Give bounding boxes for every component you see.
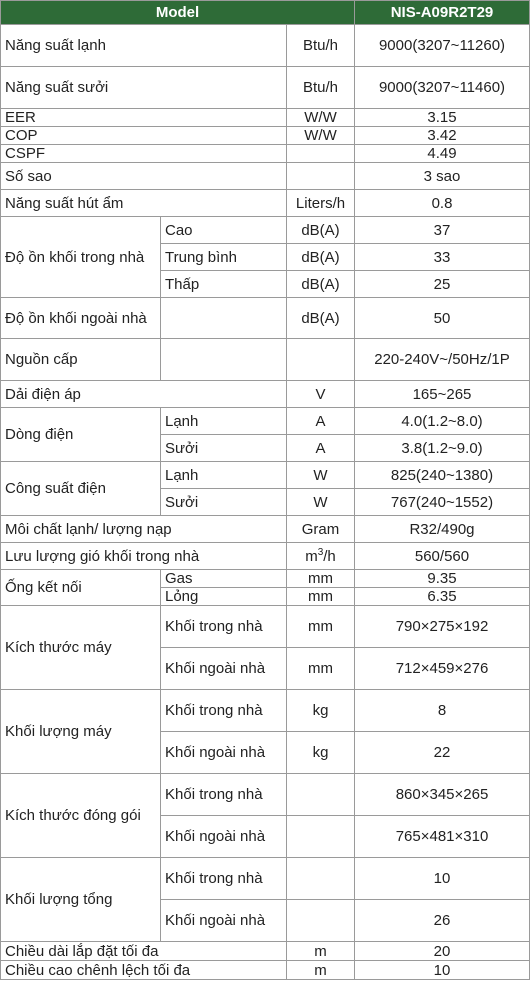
spec-label: COP <box>1 127 287 145</box>
spec-value: 4.49 <box>355 145 530 163</box>
spec-value: 10 <box>355 961 530 980</box>
table-row <box>1 516 530 543</box>
spec-sublabel: Thấp <box>161 271 287 298</box>
spec-label: Dòng điện <box>1 408 161 462</box>
table-row <box>1 570 530 588</box>
spec-unit <box>287 163 355 190</box>
spec-value: 3 sao <box>355 163 530 190</box>
spec-unit: m <box>287 942 355 961</box>
spec-value: 3.42 <box>355 127 530 145</box>
spec-label: Nguồn cấp <box>1 339 161 381</box>
spec-value: 8 <box>355 690 530 732</box>
spec-sublabel: Cao <box>161 217 287 244</box>
spec-unit <box>287 900 355 942</box>
table-row <box>1 942 530 961</box>
empty-cell <box>161 298 287 339</box>
spec-value: 0.8 <box>355 190 530 217</box>
spec-value: 9.35 <box>355 570 530 588</box>
spec-unit <box>287 858 355 900</box>
spec-value: 4.0(1.2~8.0) <box>355 408 530 435</box>
table-row <box>1 25 530 67</box>
spec-value: 220-240V~/50Hz/1P <box>355 339 530 381</box>
spec-value: 3.15 <box>355 109 530 127</box>
empty-cell <box>287 339 355 381</box>
table-header-row <box>1 1 530 25</box>
spec-unit: kg <box>287 690 355 732</box>
spec-unit: Gram <box>287 516 355 543</box>
spec-unit: W <box>287 462 355 489</box>
table-row <box>1 408 530 435</box>
spec-label: Khối lượng tổng <box>1 858 161 942</box>
table-row <box>1 961 530 980</box>
spec-unit: mm <box>287 570 355 588</box>
spec-value: 712×459×276 <box>355 648 530 690</box>
model-label: Model <box>1 1 355 25</box>
spec-unit <box>287 774 355 816</box>
spec-value: 860×345×265 <box>355 774 530 816</box>
spec-sublabel: Khối ngoài nhà <box>161 900 287 942</box>
table-row <box>1 190 530 217</box>
spec-label: Dải điện áp <box>1 381 287 408</box>
spec-unit: Btu/h <box>287 67 355 109</box>
spec-value: 560/560 <box>355 543 530 570</box>
spec-label: EER <box>1 109 287 127</box>
table-row <box>1 109 530 127</box>
table-row <box>1 462 530 489</box>
spec-value: 9000(3207~11260) <box>355 25 530 67</box>
spec-value: 765×481×310 <box>355 816 530 858</box>
spec-value: 33 <box>355 244 530 271</box>
spec-label: Chiều dài lắp đặt tối đa <box>1 942 287 961</box>
spec-unit: W/W <box>287 109 355 127</box>
spec-label: Năng suất hút ẩm <box>1 190 287 217</box>
spec-sublabel: Khối trong nhà <box>161 858 287 900</box>
spec-label: Khối lượng máy <box>1 690 161 774</box>
spec-value: 790×275×192 <box>355 606 530 648</box>
spec-label: Năng suất lạnh <box>1 25 287 67</box>
spec-sublabel: Gas <box>161 570 287 588</box>
spec-value: R32/490g <box>355 516 530 543</box>
spec-label: Độ ồn khối trong nhà <box>1 217 161 298</box>
spec-unit: Liters/h <box>287 190 355 217</box>
spec-unit: kg <box>287 732 355 774</box>
table-row <box>1 145 530 163</box>
spec-value: 22 <box>355 732 530 774</box>
spec-label: Lưu lượng gió khối trong nhà <box>1 543 287 570</box>
spec-value: 37 <box>355 217 530 244</box>
spec-unit: A <box>287 408 355 435</box>
spec-value: 165~265 <box>355 381 530 408</box>
spec-label: Công suất điện <box>1 462 161 516</box>
spec-sublabel: Khối ngoài nhà <box>161 732 287 774</box>
spec-label: Chiều cao chênh lệch tối đa <box>1 961 287 980</box>
spec-label: Môi chất lạnh/ lượng nạp <box>1 516 287 543</box>
spec-unit: mm <box>287 648 355 690</box>
spec-value: 50 <box>355 298 530 339</box>
spec-label: CSPF <box>1 145 287 163</box>
table-row <box>1 298 530 339</box>
table-row <box>1 217 530 244</box>
spec-unit: mm <box>287 606 355 648</box>
spec-sublabel: Khối trong nhà <box>161 774 287 816</box>
spec-sublabel: Lạnh <box>161 408 287 435</box>
spec-unit: mm <box>287 588 355 606</box>
empty-cell <box>161 339 287 381</box>
spec-value: 3.8(1.2~9.0) <box>355 435 530 462</box>
spec-sublabel: Lạnh <box>161 462 287 489</box>
spec-label: Độ ồn khối ngoài nhà <box>1 298 161 339</box>
table-row <box>1 774 530 816</box>
spec-unit: A <box>287 435 355 462</box>
spec-label: Kích thước đóng gói <box>1 774 161 858</box>
spec-unit <box>287 145 355 163</box>
table-row <box>1 127 530 145</box>
spec-sublabel: Sưởi <box>161 435 287 462</box>
spec-unit: dB(A) <box>287 298 355 339</box>
spec-value: 26 <box>355 900 530 942</box>
spec-sublabel: Sưởi <box>161 489 287 516</box>
table-row <box>1 690 530 732</box>
table-row <box>1 163 530 190</box>
model-value: NIS-A09R2T29 <box>355 1 530 25</box>
spec-value: 20 <box>355 942 530 961</box>
spec-value: 10 <box>355 858 530 900</box>
spec-sublabel: Khối ngoài nhà <box>161 816 287 858</box>
spec-unit: dB(A) <box>287 244 355 271</box>
spec-unit <box>287 816 355 858</box>
spec-value: 9000(3207~11460) <box>355 67 530 109</box>
spec-value: 25 <box>355 271 530 298</box>
spec-label: Số sao <box>1 163 287 190</box>
spec-sublabel: Trung bình <box>161 244 287 271</box>
spec-unit: W/W <box>287 127 355 145</box>
spec-unit: Btu/h <box>287 25 355 67</box>
spec-label: Năng suất sưởi <box>1 67 287 109</box>
spec-unit: W <box>287 489 355 516</box>
spec-value: 825(240~1380) <box>355 462 530 489</box>
spec-unit: V <box>287 381 355 408</box>
spec-label: Ống kết nối <box>1 570 161 606</box>
table-row <box>1 67 530 109</box>
spec-sublabel: Khối ngoài nhà <box>161 648 287 690</box>
spec-unit: $m^3/h$ <box>287 543 355 570</box>
table-row <box>1 339 530 381</box>
spec-value: 767(240~1552) <box>355 489 530 516</box>
spec-sublabel: Lỏng <box>161 588 287 606</box>
spec-unit: dB(A) <box>287 271 355 298</box>
spec-value: 6.35 <box>355 588 530 606</box>
spec-unit: m <box>287 961 355 980</box>
table-row <box>1 543 530 570</box>
table-row <box>1 858 530 900</box>
spec-label: Kích thước máy <box>1 606 161 690</box>
spec-unit: dB(A) <box>287 217 355 244</box>
table-row <box>1 606 530 648</box>
spec-sublabel: Khối trong nhà <box>161 690 287 732</box>
table-row <box>1 381 530 408</box>
spec-sublabel: Khối trong nhà <box>161 606 287 648</box>
